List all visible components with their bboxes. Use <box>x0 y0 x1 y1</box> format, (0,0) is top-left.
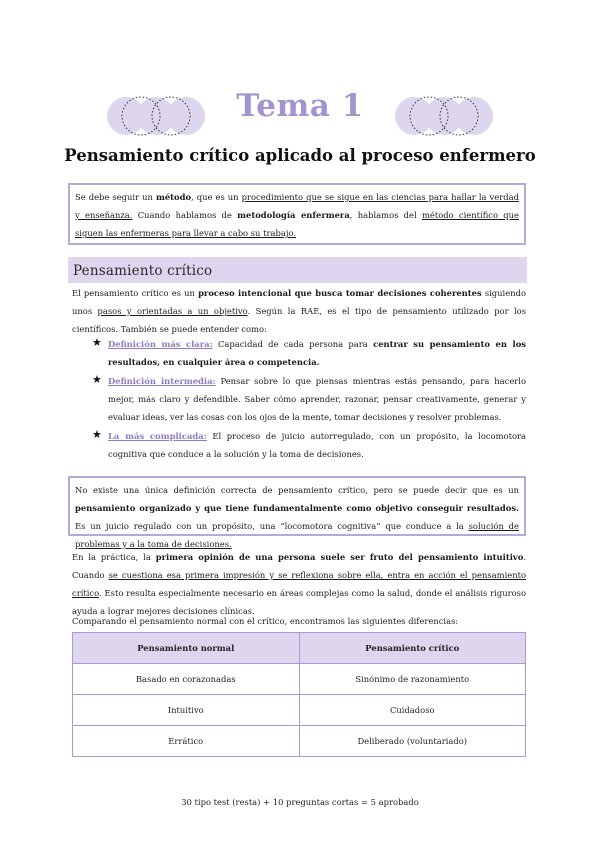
intro-underlined: pasos y orientadas a un objetivo <box>97 306 248 316</box>
section-heading: Pensamiento crítico <box>68 257 527 283</box>
intro-text: . Según la RAE, es el tipo de pensamiento utilizado por los científicos. También se puede entender como: <box>72 306 526 334</box>
box1-text: , que es un <box>191 192 242 202</box>
practice-text: . Esto resulta especialmente necesario en áreas complejas como la salud, donde el análisis riguroso ayuda a lograr mejores decisiones clínicas. <box>72 588 526 616</box>
table-cell: Cuidadoso <box>299 695 526 726</box>
practice-paragraph <box>72 548 526 620</box>
definition-bold: centrar su pensamiento en los resultados, en cualquier área o competencia. <box>108 339 526 367</box>
box1-text: Cuando hablamos de <box>132 210 238 220</box>
box2-text: Es un juicio regulado con un propósito, una “locomotora cognitiva” que conduce a la <box>75 521 469 531</box>
practice-underlined: se cuestiona esa primera impresión y se reflexiona sobre ella, entra en acción el pensamiento crítico <box>72 570 527 598</box>
definitions-list <box>92 335 526 463</box>
table-row <box>73 664 526 695</box>
table-cell: Sinónimo de razonamiento <box>299 664 526 695</box>
page-subtitle: Pensamiento crítico aplicado al proceso enfermero <box>64 146 536 165</box>
box1-bold-metodo: método <box>155 192 192 202</box>
definition-text: El proceso de juicio autorregulado, con un propósito, la locomotora cognitiva que conduce a la solución y la toma de decisiones. <box>108 431 526 459</box>
page-title: Tema 1 <box>236 88 364 124</box>
table-header-cell: Pensamiento normal <box>73 633 300 664</box>
table-cell: Basado en corazonadas <box>73 664 300 695</box>
practice-text: En la práctica, la <box>72 552 156 562</box>
intro-paragraph <box>72 284 526 338</box>
table-header-row <box>73 633 526 664</box>
table-row <box>73 695 526 726</box>
star-bullet-icon: ★ <box>92 336 102 349</box>
comparison-intro: Comparando el pensamiento normal con el crítico, encontramos las siguientes diferencias: <box>72 616 459 626</box>
box2-text: No existe una única definición correcta de pensamiento crítico, pero se puede decir que es un <box>75 485 519 495</box>
box2-bold: pensamiento organizado y que tiene fundamentalmente como objetivo conseguir resultados. <box>75 503 519 513</box>
definition-label: Definición intermedia: <box>108 376 216 386</box>
intro-text: El pensamiento crítico es un <box>72 288 199 298</box>
star-bullet-icon: ★ <box>92 428 102 441</box>
page-header <box>0 86 600 142</box>
comparison-table <box>72 632 526 757</box>
table-cell: Deliberado (voluntariado) <box>299 726 526 757</box>
box2-underlined: solución de problemas y a la toma de decisiones. <box>75 521 519 549</box>
list-item <box>92 372 526 426</box>
star-bullet-icon: ★ <box>92 373 102 386</box>
page-footer: 30 tipo test (resta) + 10 preguntas cortas = 5 aprobado <box>181 797 419 807</box>
circles-decoration-right-icon <box>386 94 506 142</box>
critical-thinking-summary-box <box>68 476 526 549</box>
table-cell: Errático <box>73 726 300 757</box>
box1-underlined: procedimiento que se sigue en las ciencias para hallar la verdad y enseñanza. <box>75 192 519 220</box>
method-definition-box <box>68 183 526 245</box>
table-cell: Intuitivo <box>73 695 300 726</box>
box1-text: , hablamos del <box>349 210 422 220</box>
intro-text: siguiendo unos <box>72 288 526 316</box>
practice-bold: primera opinión de una persona suele ser fruto del pensamiento intuitivo <box>155 552 524 562</box>
table-header-cell: Pensamiento crítico <box>299 633 526 664</box>
box1-underlined: método científico que siguen las enfermeras para llevar a cabo su trabajo. <box>75 210 519 238</box>
definition-label: Definición más clara: <box>108 339 213 349</box>
intro-bold: proceso intencional que busca tomar decisiones coherentes <box>198 288 482 298</box>
definition-label: La más complicada: <box>108 431 207 441</box>
practice-text: . Cuando <box>72 552 526 580</box>
list-item <box>92 427 526 463</box>
definition-text: Capacidad de cada persona para <box>212 339 374 349</box>
list-item <box>92 335 526 371</box>
definition-text: Pensar sobre lo que piensas mientras estás pensando, para hacerlo mejor, más claro y defendible. Saber cómo aprender, razonar, pensar creativamente, generar y evaluar ideas, ver las cosas con los ojos de la mente, tomar decisiones y resolver problemas. <box>108 376 526 422</box>
box1-text: Se debe seguir un <box>75 192 156 202</box>
box1-bold-metodologia: metodología enfermera <box>237 210 350 220</box>
table-row <box>73 726 526 757</box>
